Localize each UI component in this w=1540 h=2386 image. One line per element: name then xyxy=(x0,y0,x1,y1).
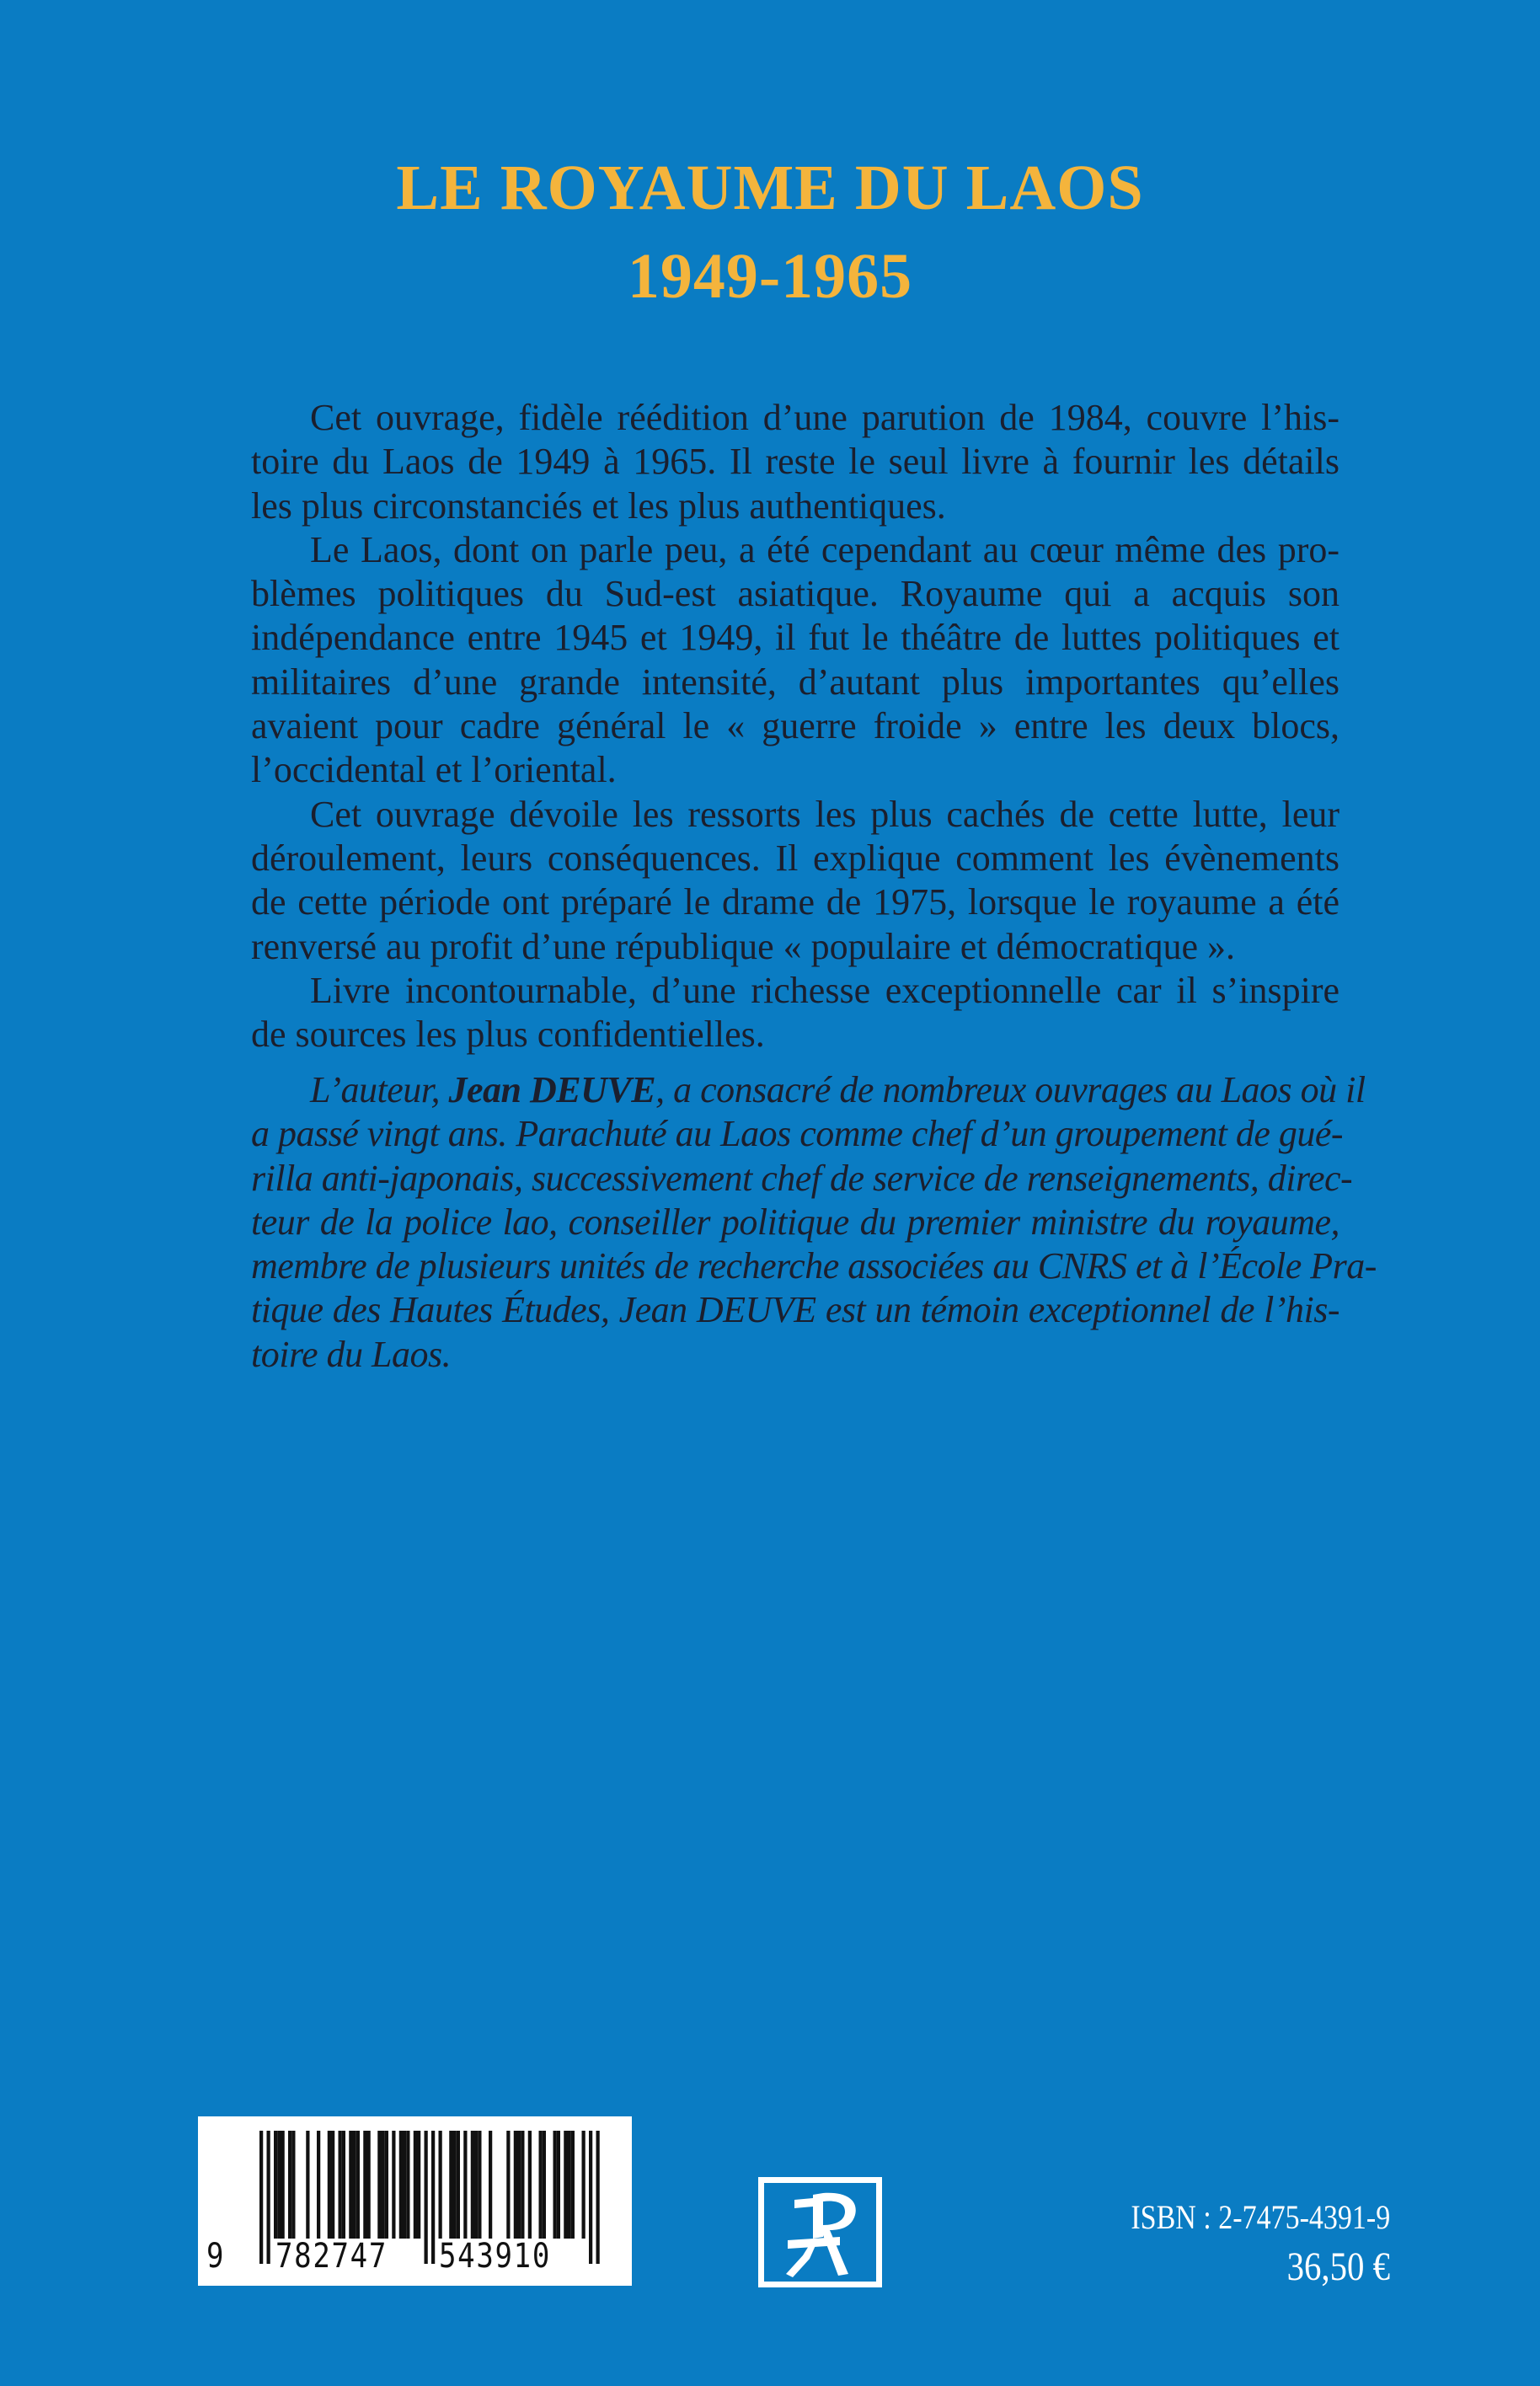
barcode-digit-first: 9 xyxy=(206,2237,226,2276)
barcode-guard-bar xyxy=(425,2131,428,2264)
blurb-line: indépendance entre 1945 et 1949, il fut le théâtre de luttes politiques et xyxy=(251,617,1339,659)
book-period: 1949-1965 xyxy=(627,241,913,312)
blurb-line: de cette période ont préparé le drame de 1975, lorsque le royaume a été xyxy=(251,881,1339,923)
barcode-bar xyxy=(582,2131,586,2239)
blurb-line: Cet ouvrage dévoile les ressorts les plus cachés de cette lutte, leur xyxy=(310,793,1339,835)
barcode-bar xyxy=(539,2131,543,2239)
barcode-guard-bar xyxy=(259,2131,263,2264)
barcode-bar xyxy=(392,2131,395,2239)
barcode-bar xyxy=(489,2131,492,2239)
blurb-line: renversé au profit d’une république « populaire et démocratique ». xyxy=(251,925,1235,967)
barcode-bar xyxy=(417,2131,420,2239)
barcode-bar xyxy=(564,2131,567,2239)
author-bio-line: toire du Laos. xyxy=(251,1333,452,1375)
blurb-line: Livre incontournable, d’une richesse exceptionnelle car il s’inspire xyxy=(310,969,1339,1011)
barcode-bar xyxy=(528,2131,532,2239)
author-bio-line: rilla anti-japonais, successivement chef de service de renseignements, direc- xyxy=(251,1157,1353,1199)
barcode-bar xyxy=(506,2131,510,2239)
blurb-line: toire du Laos de 1949 à 1965. Il reste le seul livre à fournir les détails xyxy=(251,441,1339,483)
barcode-bar xyxy=(356,2131,360,2239)
barcode-bar xyxy=(291,2131,295,2239)
barcode-bar xyxy=(571,2131,575,2239)
barcode-bar xyxy=(457,2131,460,2239)
barcode-bar xyxy=(274,2131,277,2239)
isbn: ISBN : 2-7475-4391-9 xyxy=(1131,2198,1390,2236)
barcode-bar xyxy=(339,2131,342,2239)
barcode-bar xyxy=(363,2131,366,2239)
barcode-bar xyxy=(342,2131,345,2239)
barcode-bar xyxy=(471,2131,474,2239)
barcode-bar xyxy=(317,2131,320,2239)
barcode-bar xyxy=(543,2131,546,2239)
bio-text: L’auteur, xyxy=(310,1069,449,1110)
blurb-line: blèmes politiques du Sud-est asiatique. Royaume qui a acquis son xyxy=(251,573,1339,615)
barcode-bar xyxy=(306,2131,309,2239)
barcode-bar xyxy=(349,2131,352,2239)
barcode-bar xyxy=(328,2131,331,2239)
publisher-logo xyxy=(758,2177,882,2287)
barcode-bar xyxy=(403,2131,406,2239)
publisher-logo-icon xyxy=(764,2183,876,2282)
author-bio-line: tique des Hautes Études, Jean DEUVE est un témoin exceptionnel de l’his- xyxy=(251,1289,1339,1331)
barcode-bar xyxy=(453,2131,457,2239)
barcode-bar xyxy=(367,2131,371,2239)
barcode-bar xyxy=(514,2131,517,2239)
barcode-bar xyxy=(521,2131,524,2239)
barcode-bar xyxy=(281,2131,285,2239)
author-bio-line: a passé vingt ans. Parachuté au Laos comme chef d’un groupement de gué- xyxy=(251,1113,1344,1155)
barcode-bar xyxy=(449,2131,452,2239)
blurb-line: les plus circonstanciés et les plus authentiques. xyxy=(251,484,946,527)
barcode-bar xyxy=(568,2131,571,2239)
bio-text: , a consacré de nombreux ouvrages au Laos où il xyxy=(655,1069,1366,1110)
author-bio-line: teur de la police lao, conseiller politique du premier ministre du royaume, xyxy=(251,1201,1339,1243)
blurb-line: de sources les plus confidentielles. xyxy=(251,1014,765,1056)
author-bio-line xyxy=(251,1068,1366,1112)
barcode xyxy=(198,2116,632,2286)
barcode-bar xyxy=(353,2131,356,2239)
barcode-bar xyxy=(406,2131,409,2239)
author-bio xyxy=(251,1068,1377,1377)
barcode-bar xyxy=(439,2131,442,2239)
barcode-bar xyxy=(288,2131,291,2239)
barcode-bar xyxy=(382,2131,385,2239)
barcode-guard-bar xyxy=(267,2131,270,2264)
blurb-line: déroulement, leurs conséquences. Il explique comment les évènements xyxy=(251,837,1339,879)
barcode-bar xyxy=(474,2131,478,2239)
blurb-line: Cet ouvrage, fidèle réédition d’une parution de 1984, couvre l’his- xyxy=(310,397,1339,438)
barcode-bar xyxy=(277,2131,281,2239)
barcode-guard-bar xyxy=(596,2131,600,2264)
author-name: Jean DEUVE xyxy=(448,1069,656,1110)
barcode-digits-left: 782747 xyxy=(275,2237,388,2276)
blurb-line: militaires d’une grande intensité, d’autant plus importantes qu’elles xyxy=(251,661,1339,703)
price: 36,50 € xyxy=(1286,2244,1390,2289)
barcode-bar xyxy=(414,2131,417,2239)
blurb xyxy=(251,396,1339,1057)
barcode-bar xyxy=(331,2131,334,2239)
blurb-line: avaient pour cadre général le « guerre froide » entre les deux blocs, xyxy=(251,705,1339,747)
barcode-bar xyxy=(377,2131,381,2239)
blurb-line: Le Laos, dont on parle peu, a été cependant au cœur même des pro- xyxy=(310,528,1339,570)
barcode-bar xyxy=(553,2131,557,2239)
blurb-line: l’occidental et l’oriental. xyxy=(251,749,617,791)
barcode-bar xyxy=(463,2131,467,2239)
barcode-digits-right: 543910 xyxy=(439,2237,552,2276)
author-bio-line: membre de plusieurs unités de recherche associées au CNRS et à l’École Pra- xyxy=(251,1245,1377,1287)
barcode-guard-bar xyxy=(431,2131,435,2264)
barcode-guard-bar xyxy=(589,2131,592,2264)
barcode-bar xyxy=(478,2131,481,2239)
book-title: LE ROYAUME DU LAOS xyxy=(396,152,1144,223)
barcode-bar xyxy=(557,2131,560,2239)
barcode-bar xyxy=(399,2131,403,2239)
barcode-bars xyxy=(198,2116,632,2286)
barcode-bar xyxy=(517,2131,521,2239)
barcode-bar xyxy=(385,2131,388,2239)
